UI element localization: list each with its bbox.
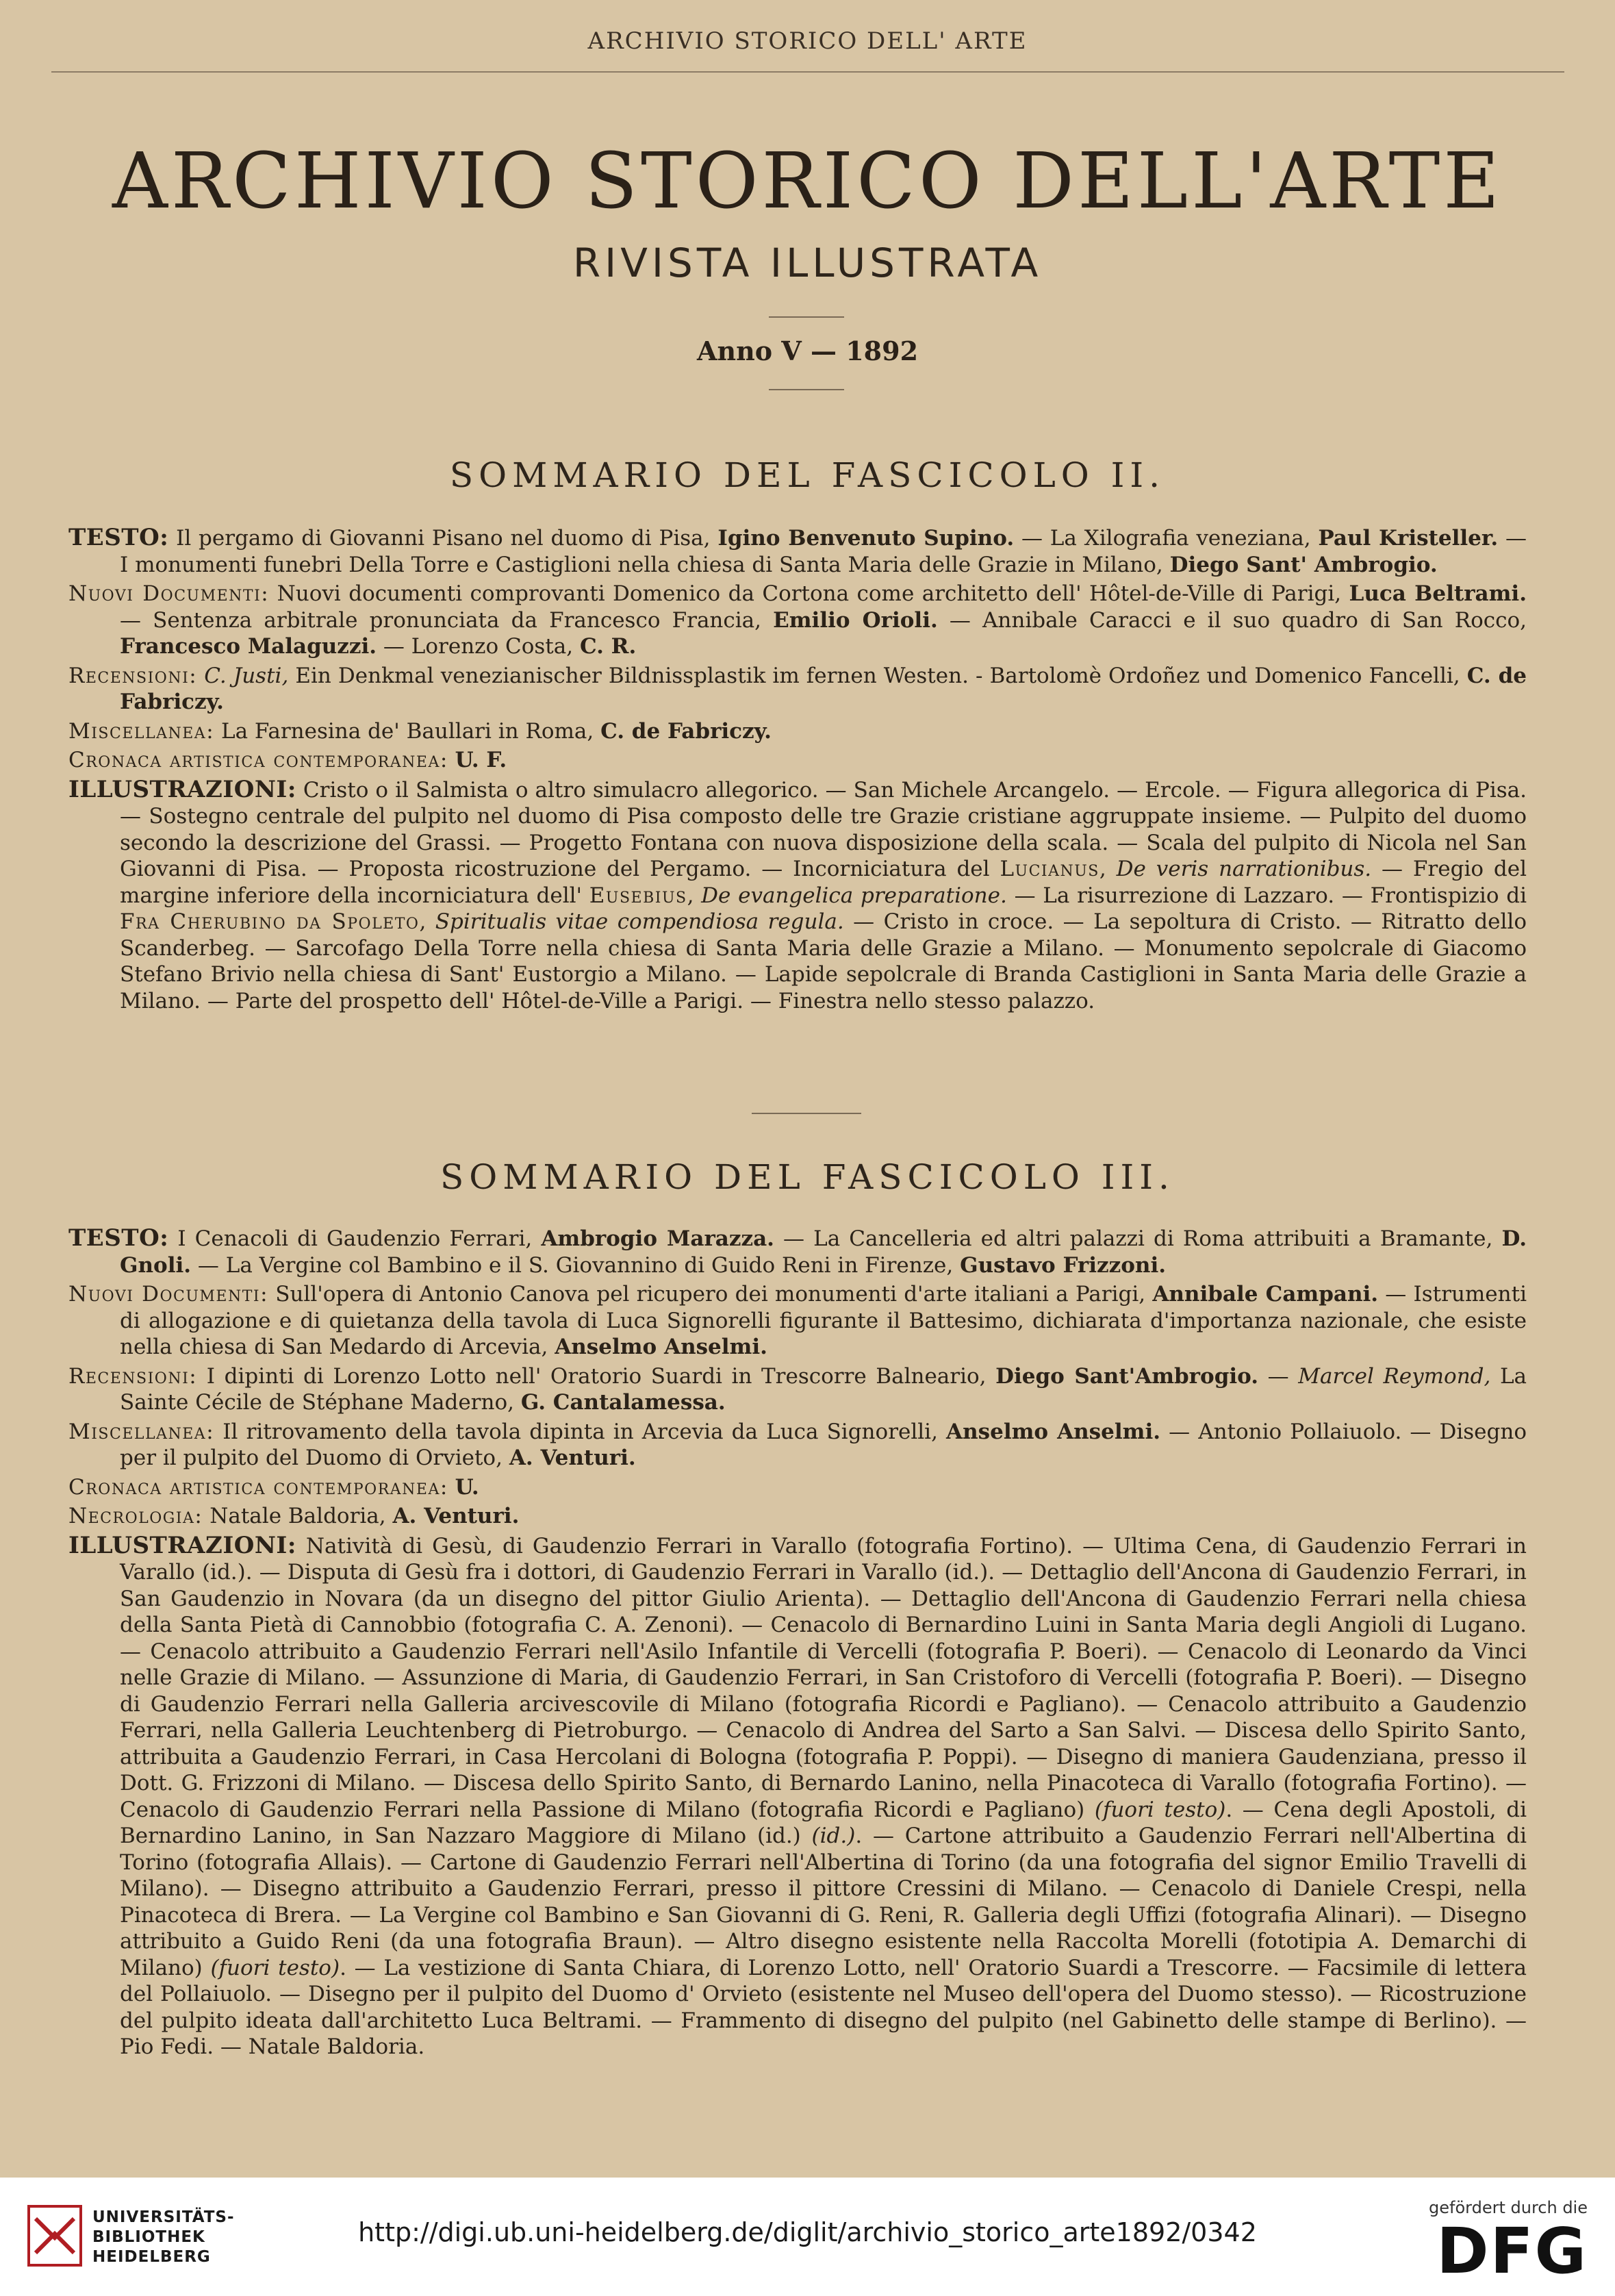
author-name: Ambrogio Marazza.: [541, 1226, 774, 1251]
italic-title: (id.): [811, 1824, 856, 1848]
italic-title: (fuori testo): [1094, 1797, 1226, 1822]
entry-label: Nuovi Documenti:: [68, 581, 270, 606]
entry-text: ,: [419, 909, 435, 934]
summary-entry: [68, 1503, 1527, 1530]
italic-title: De veris narrationibus.: [1116, 857, 1372, 881]
author-name: Gustavo Frizzoni.: [960, 1252, 1167, 1278]
running-head: ARCHIVIO STORICO DELL' ARTE: [587, 27, 1028, 55]
funded-by-label: gefördert durch die: [1429, 2198, 1588, 2217]
author-name: D. Gnoli.: [120, 1226, 1527, 1278]
author-name: Igino Benvenuto Supino.: [717, 526, 1015, 551]
entry-text: [448, 748, 455, 772]
dfg-logo: DFG: [1436, 2215, 1588, 2288]
small-caps-name: Lucianus: [1000, 857, 1099, 881]
journal-subtitle: RIVISTA ILLUSTRATA: [572, 240, 1043, 286]
author-name: C. R.: [579, 634, 637, 659]
entry-text: Natività di Gesù, di Gaudenzio Ferrari in Varallo (fotografia Fortino). — Ultima Cena, di Gaudenzio Ferrari in Varallo (id.). — Disputa di Gesù fra i dottori, di Gaudenzio Ferrari in Varallo (id.). — Dettaglio dell'Ancona di Gaudenzio Ferrari, in San Gaudenzio in Novara (da un disegno del pittor Giulio Arienta). — Dettaglio dell'Ancona di Gaudenzio Ferrari nella chiesa della Santa Pietà di Cannobbio (fotografia C. A. Zenoni). — Cenacolo di Bernardino Luini in Santa Maria degli Angioli di Lugano. — Cenacolo attribuito a Gaudenzio Ferrari nell'Asilo Infantile di Vercelli (fotografia P. Boeri). — Cenacolo di Leonardo da Vinci nelle Grazie di Milano. — Assunzione di Maria, di Gaudenzio Ferrari, in San Cristoforo di Vercelli (fotografia P. Boeri). — Disegno di Gaudenzio Ferrari nella Galleria arcivescovile di Milano (fotografia Ricordi e Pagliano). — Cenacolo attribuito a Gaudenzio Ferrari, nella Galleria Leuchtenberg di Pietroburgo. — Cenacolo di Andrea del Sarto a San Salvi. — Discesa dello Spirito Santo, attribuita a Gaudenzio Ferrari, in Casa Hercolani di Bologna (fotografia P. Poppi). — Disegno di maniera Gaudenziana, presso il Dott. G. Frizzoni di Milano. — Discesa dello Spirito Santo, di Bernardo Lanino, nella Pinacoteca di Varallo (fotografia Fortino). — Cenacolo di Gaudenzio Ferrari nella Passione di Milano (fotografia Ricordi e Pagliano): [120, 1533, 1527, 1822]
entry-text: . — Cartone attribuito a Gaudenzio Ferrari nell'Albertina di Torino (fotografia Allais). — Cartone di Gaudenzio Ferrari nell'Albertina di Torino (da una fotografia del signor Emilio Travelli di Milano). — Disegno attribuito a Gaudenzio Ferrari, presso il pittore Cressini di Milano. — Cenacolo di Daniele Crespi, nella Pinacoteca di Brera. — La Vergine col Bambino e San Giovanni di G. Reni, R. Galleria degli Uffizi (fotografia Alinari). — Disegno attribuito a Guido Reni (da una fotografia Braun). — Altro disegno esistente nella Raccolta Morelli (fototipia A. Demarchi di Milano): [120, 1824, 1527, 1980]
entry-text: Ein Denkmal venezianischer Bildnissplastik im fernen Westen. - Bartolomè Ordoñez und Domenico Fancelli,: [288, 663, 1467, 688]
entry-text: I dipinti di Lorenzo Lotto nell' Oratorio Suardi in Trescorre Balneario,: [197, 1363, 996, 1389]
entry-text: Nuovi documenti comprovanti Domenico da Cortona come architetto dell' Hôtel-de-Ville di Parigi,: [269, 581, 1349, 606]
divider-rule: [769, 389, 844, 390]
section-fascicolo-2: [68, 525, 1527, 1017]
summary-entry: [68, 525, 1527, 578]
entry-text: Il pergamo di Giovanni Pisano nel duomo di Pisa,: [168, 526, 718, 551]
summary-entry: [68, 1474, 1527, 1501]
entry-label: TESTO:: [68, 1224, 169, 1252]
year-line: Anno V — 1892: [696, 336, 919, 366]
section-fascicolo-3: [68, 1225, 1527, 2063]
italic-title: De evangelica preparatione.: [701, 883, 1007, 908]
entry-text: — I monumenti funebri Della Torre e Castiglioni nella chiesa di Santa Maria delle Grazie in Milano,: [120, 526, 1527, 577]
italic-title: (fuori testo): [210, 1955, 340, 1980]
entry-text: La Farnesina de' Baullari in Roma,: [214, 718, 601, 744]
italic-title: Marcel Reymond,: [1298, 1363, 1491, 1389]
divider-rule: [769, 316, 844, 318]
entry-text: — Annibale Caracci e il suo quadro di San Rocco,: [937, 607, 1527, 633]
italic-title: C. Justi,: [204, 663, 289, 688]
header-rule: [51, 71, 1564, 73]
summary-entry: [68, 777, 1527, 1015]
summary-entry: [68, 1225, 1527, 1278]
small-caps-name: Eusebius: [589, 883, 687, 908]
author-name: Luca Beltrami.: [1349, 581, 1527, 606]
author-name: Paul Kristeller.: [1318, 526, 1499, 551]
author-name: U.: [455, 1474, 479, 1500]
entry-label: Miscellanea:: [68, 718, 215, 744]
entry-text: — La risurrezione di Lazzaro. — Frontispizio di: [1006, 883, 1527, 908]
entry-text: ,: [1099, 857, 1117, 881]
entry-label: Necrologia:: [68, 1504, 203, 1528]
entry-text: [197, 664, 204, 688]
entry-label: TESTO:: [68, 524, 169, 551]
entry-label: ILLUSTRAZIONI:: [68, 775, 296, 803]
italic-title: Spiritualis vitae compendiosa regula.: [435, 909, 844, 934]
entry-label: Cronaca artistica contemporanea:: [68, 1474, 448, 1500]
author-name: G. Cantalamessa.: [520, 1390, 726, 1415]
entry-label: Recensioni:: [68, 1363, 198, 1389]
summary-entry: [68, 1532, 1527, 2060]
entry-text: — La Xilografia veneziana,: [1014, 526, 1319, 551]
entry-text: La Sainte Cécile de Stéphane Maderno,: [120, 1363, 1527, 1415]
entry-label: Miscellanea:: [68, 1419, 215, 1444]
author-name: A. Venturi.: [392, 1504, 520, 1528]
entry-text: — Antonio Pollaiuolo. — Disegno per il pulpito del Duomo di Orvieto,: [120, 1419, 1527, 1470]
entry-text: —: [1258, 1363, 1299, 1389]
entry-text: [448, 1475, 455, 1500]
author-name: Annibale Campani.: [1152, 1282, 1379, 1307]
entry-label: Recensioni:: [68, 663, 198, 688]
author-name: Diego Sant'Ambrogio.: [995, 1363, 1259, 1389]
footer-bar: [0, 2178, 1615, 2296]
library-name: UNIVERSITÄTS- BIBLIOTHEK HEIDELBERG: [92, 2208, 235, 2266]
summary-entry: [68, 1281, 1527, 1361]
author-name: Francesco Malaguzzi.: [120, 634, 377, 659]
entry-text: Cristo o il Salmista o altro simulacro allegorico. — San Michele Arcangelo. — Ercole. — Figura allegorica di Pisa. — Sostegno centrale del pulpito nel duomo di Pisa composto delle tre Grazie cristiane aggruppate insieme. — Pulpito del duomo secondo la descrizione del Grassi. — Progetto Fontana con nuova disposizione della scala. — Scala del pulpito di Nicola nel San Giovanni di Pisa. — Proposta ricostruzione del Pergamo. — Incorniciatura del: [120, 777, 1527, 881]
entry-text: . — Cena degli Apostoli, di Bernardino Lanino, in San Nazzaro Maggiore di Milano (id.): [120, 1797, 1527, 1848]
summary-entry: [68, 581, 1527, 660]
author-name: Anselmo Anselmi.: [946, 1419, 1161, 1444]
divider-rule: [752, 1113, 861, 1114]
section-title: SOMMARIO DEL FASCICOLO III.: [440, 1157, 1175, 1197]
author-name: Diego Sant' Ambrogio.: [1169, 552, 1438, 577]
author-name: C. de Fabriczy.: [120, 663, 1527, 714]
entry-text: — Istrumenti di allogazione e di quietanza della tavola di Luca Signorelli figurante il Battesimo, dichiarata d'importanza nazionale, che esiste nella chiesa di San Medardo di Arcevia,: [120, 1282, 1527, 1359]
summary-entry: [68, 1363, 1527, 1416]
entry-text: Il ritrovamento della tavola dipinta in Arcevia da Luca Signorelli,: [214, 1419, 947, 1444]
entry-text: — Cristo in croce. — La sepoltura di Cristo. — Ritratto dello Scanderbeg. — Sarcofago Della Torre nella chiesa di Santa Maria delle Grazie a Milano. — Monumento sepolcrale di Giacomo Stefano Brivio nella chiesa di Sant' Eustorgio a Milano. — Lapide sepolcrale di Branda Castiglioni in Santa Maria delle Grazie a Milano. — Parte del prospetto dell' Hôtel-de-Ville a Parigi. — Finestra nello stesso palazzo.: [120, 909, 1527, 1013]
summary-entry: [68, 747, 1527, 774]
summary-entry: [68, 718, 1527, 745]
entry-label: Cronaca artistica contemporanea:: [68, 748, 448, 772]
entry-text: — La Cancelleria ed altri palazzi di Roma attribuiti a Bramante,: [774, 1226, 1502, 1251]
journal-title: ARCHIVIO STORICO DELL'ARTE: [112, 137, 1503, 226]
author-name: U. F.: [455, 748, 507, 772]
author-name: Emilio Orioli.: [773, 607, 938, 633]
entry-text: — La Vergine col Bambino e il S. Giovannino di Guido Reni in Firenze,: [191, 1252, 961, 1278]
section-title: SOMMARIO DEL FASCICOLO II.: [449, 455, 1166, 495]
entry-label: Nuovi Documenti:: [68, 1282, 269, 1307]
entry-text: ,: [687, 883, 702, 908]
summary-entry: [68, 1419, 1527, 1472]
entry-text: Sull'opera di Antonio Canova pel ricupero dei monumenti d'arte italiani a Parigi,: [268, 1282, 1153, 1307]
entry-text: — Lorenzo Costa,: [377, 634, 580, 659]
small-caps-name: Fra Cherubino da Spoleto: [120, 909, 420, 934]
author-name: C. de Fabriczy.: [600, 718, 772, 744]
entry-text: — Sentenza arbitrale pronunciata da Francesco Francia,: [120, 607, 774, 633]
entry-text: Natale Baldoria,: [203, 1504, 393, 1528]
page-url[interactable]: http://digi.ub.uni-heidelberg.de/diglit/archivio_storico_arte1892/0342: [358, 2217, 1257, 2247]
entry-text: — Fregio del margine inferiore della incorniciatura dell': [120, 857, 1527, 908]
entry-text: I Cenacoli di Gaudenzio Ferrari,: [168, 1226, 542, 1251]
entry-label: ILLUSTRAZIONI:: [68, 1531, 296, 1559]
author-name: Anselmo Anselmi.: [555, 1335, 767, 1359]
author-name: A. Venturi.: [509, 1446, 636, 1470]
summary-entry: [68, 663, 1527, 716]
entry-text: . — La vestizione di Santa Chiara, di Lorenzo Lotto, nell' Oratorio Suardi a Trescorre. — Facsimile di lettera del Pollaiuolo. — Disegno per il pulpito del Duomo d' Orvieto (esistente nel Museo dell'opera del Duomo stesso). — Ricostruzione del pulpito ideata dall'architetto Luca Beltrami. — Frammento di disegno del pulpito (nel Gabinetto delle stampe di Berlino). — Pio Fedi. — Natale Baldoria.: [120, 1955, 1527, 2059]
